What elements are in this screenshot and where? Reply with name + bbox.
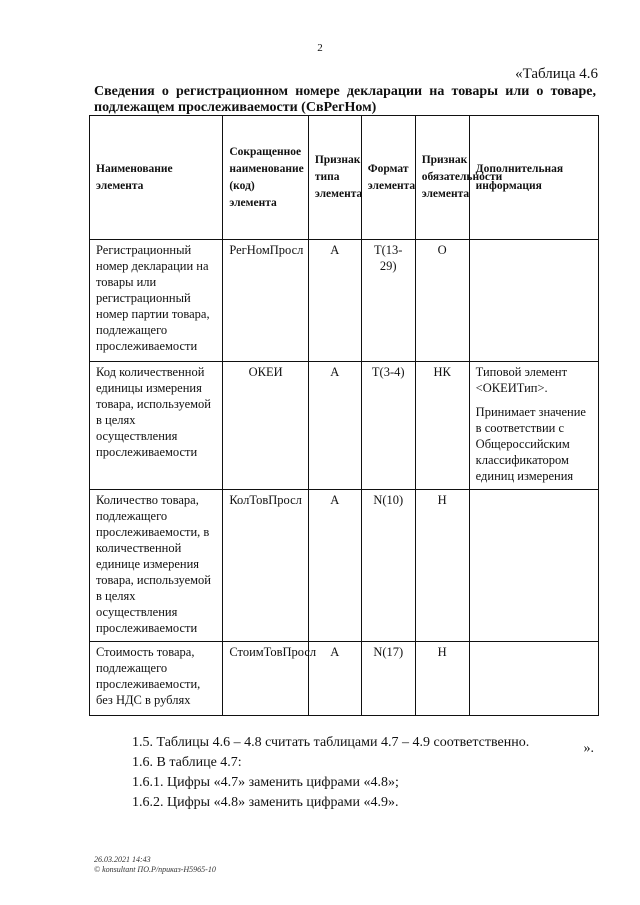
amendment-item: 1.5. Таблицы 4.6 – 4.8 считать таблицами 4.7 – 4.9 соответственно. <box>132 735 530 750</box>
header-row <box>90 116 599 240</box>
header-code: Сокращенное наименование (код) элемента <box>223 116 309 240</box>
cell-code: РегНомПросл <box>223 240 309 362</box>
cell-name: Количество товара, подлежащего прослеживаемости, в количественной единице измерения товара, используемой в целях осуществления прослеживаемости <box>90 490 223 642</box>
cell-code: КолТовПросл <box>223 490 309 642</box>
table-row <box>90 490 599 642</box>
footer-stamp <box>94 855 216 875</box>
caption-line-2: подлежащем прослеживаемости (СвРегНом) <box>94 100 377 115</box>
cell-name: Стоимость товара, подлежащего прослеживаемости, без НДС в рублях <box>90 642 223 716</box>
cell-format: N(17) <box>361 642 415 716</box>
table-row <box>90 642 599 716</box>
cell-type: А <box>308 240 361 362</box>
details-table <box>89 115 599 716</box>
cell-required: О <box>415 240 469 362</box>
footer-file: © konsultant ПО.Р/приказ-Н5965-10 <box>94 865 216 874</box>
header-type: Признак типа элемента <box>308 116 361 240</box>
page-number: 2 <box>317 42 323 54</box>
closing-quote: ». <box>583 741 594 756</box>
cell-required: Н <box>415 642 469 716</box>
amendments <box>132 733 529 813</box>
amendment-item: 1.6.1. Цифры «4.7» заменить цифрами «4.8»; <box>132 775 399 790</box>
cell-type: А <box>308 642 361 716</box>
header-format: Формат элемента <box>361 116 415 240</box>
info-line-1: Типовой элемент <ОКЕИТип>. <box>475 365 568 395</box>
table-reference: «Таблица 4.6 <box>515 66 598 82</box>
info-line-2: Принимает значение в соответствии с Общероссийским классификатором единиц измерения <box>475 405 586 483</box>
caption-line-1: Сведения о регистрационном номере декларации на товары или о товаре, <box>94 84 596 99</box>
cell-required: Н <box>415 490 469 642</box>
amendment-item: 1.6.2. Цифры «4.8» заменить цифрами «4.9». <box>132 795 399 810</box>
table-row <box>90 362 599 490</box>
cell-info <box>469 362 598 490</box>
cell-type: А <box>308 362 361 490</box>
header-required: Признак обязательности элемента <box>415 116 469 240</box>
cell-code: СтоимТовПросл <box>223 642 309 716</box>
cell-format: N(10) <box>361 490 415 642</box>
cell-format: Т(3-4) <box>361 362 415 490</box>
table-row <box>90 240 599 362</box>
cell-info <box>469 490 598 642</box>
cell-required: НК <box>415 362 469 490</box>
cell-name: Регистрационный номер декларации на товары или регистрационный номер партии товара, подлежащего прослеживаемости <box>90 240 223 362</box>
cell-name: Код количественной единицы измерения товара, используемой в целях осуществления прослеживаемости <box>90 362 223 490</box>
cell-info <box>469 642 598 716</box>
cell-type: А <box>308 490 361 642</box>
amendment-item: 1.6. В таблице 4.7: <box>132 755 242 770</box>
cell-code: ОКЕИ <box>223 362 309 490</box>
footer-date: 26.03.2021 14:43 <box>94 855 151 864</box>
header-info: Дополнительная информация <box>469 116 598 240</box>
table-caption <box>94 84 596 116</box>
cell-info <box>469 240 598 362</box>
header-name: Наименование элемента <box>90 116 223 240</box>
cell-format: Т(13-29) <box>361 240 415 362</box>
